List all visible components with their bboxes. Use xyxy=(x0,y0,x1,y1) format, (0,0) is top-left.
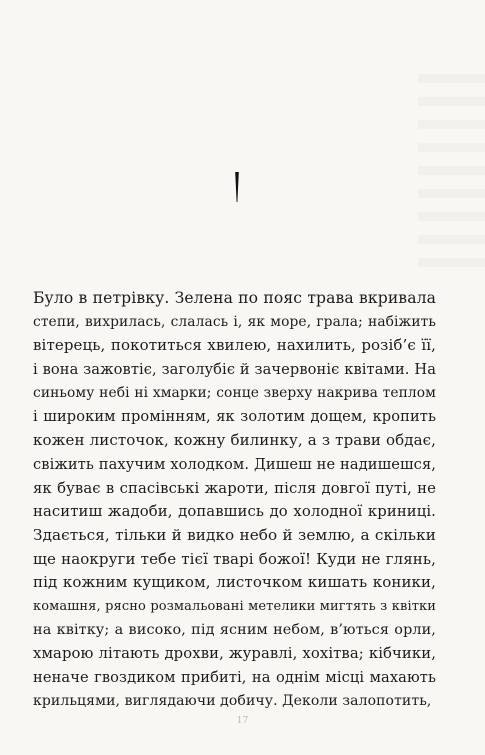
text-line: синьому небі ні хмарки; сонце зверху накрива теплом xyxy=(33,384,436,401)
text-line: крильцями, виглядаючи добичу. Деколи залопотить, xyxy=(33,692,432,709)
text-line: під кожним кущиком, листочком кишать коники, xyxy=(33,573,436,592)
text-line: і широким промінням, як золотим дощем, кропить xyxy=(33,408,436,426)
text-line: хмарою літають дрохви, журавлі, хохітва; кібчики, xyxy=(33,645,436,663)
text-line: свіжить пахучим холодком. Дишеш не надишешся, xyxy=(33,455,436,473)
text-line: Здається, тільки й видко небо й землю, а скільки xyxy=(33,525,436,544)
chapter-mark-icon xyxy=(234,172,240,202)
text-line: як буває в спасівські жароти, після довгої путі, не xyxy=(33,479,436,497)
text-line: і вона зажовтіє, заголубіє й зачервоніє квітами. На xyxy=(33,361,436,379)
text-line: кожен листочок, кожну билинку, а з трави обдає, xyxy=(33,431,436,450)
text-line: ще наокруги тебе тієї тварі божої! Куди не глянь, xyxy=(33,549,436,568)
text-line: неначе гвоздиком прибиті, на однім місці махають xyxy=(33,669,436,686)
text-line: комашня, рясно розмальовані метелики мигтять з квітки xyxy=(33,598,436,614)
show-through-text xyxy=(418,74,485,274)
body-text xyxy=(33,287,436,713)
text-line: Було в петрівку. Зелена по пояс трава вкривала xyxy=(33,289,436,307)
text-line: вітерець, покотиться хвилею, нахилить, розіб’є її, xyxy=(33,336,436,355)
text-line: наситиш жадоби, допавшись до холодної криниці. xyxy=(33,503,436,521)
text-line: на квітку; а високо, під ясним небом, в’ються орли, xyxy=(33,621,436,638)
page-number: 17 xyxy=(236,716,249,726)
text-line: степи, вихрилась, слалась і, як море, грала; набіжить xyxy=(33,313,436,330)
